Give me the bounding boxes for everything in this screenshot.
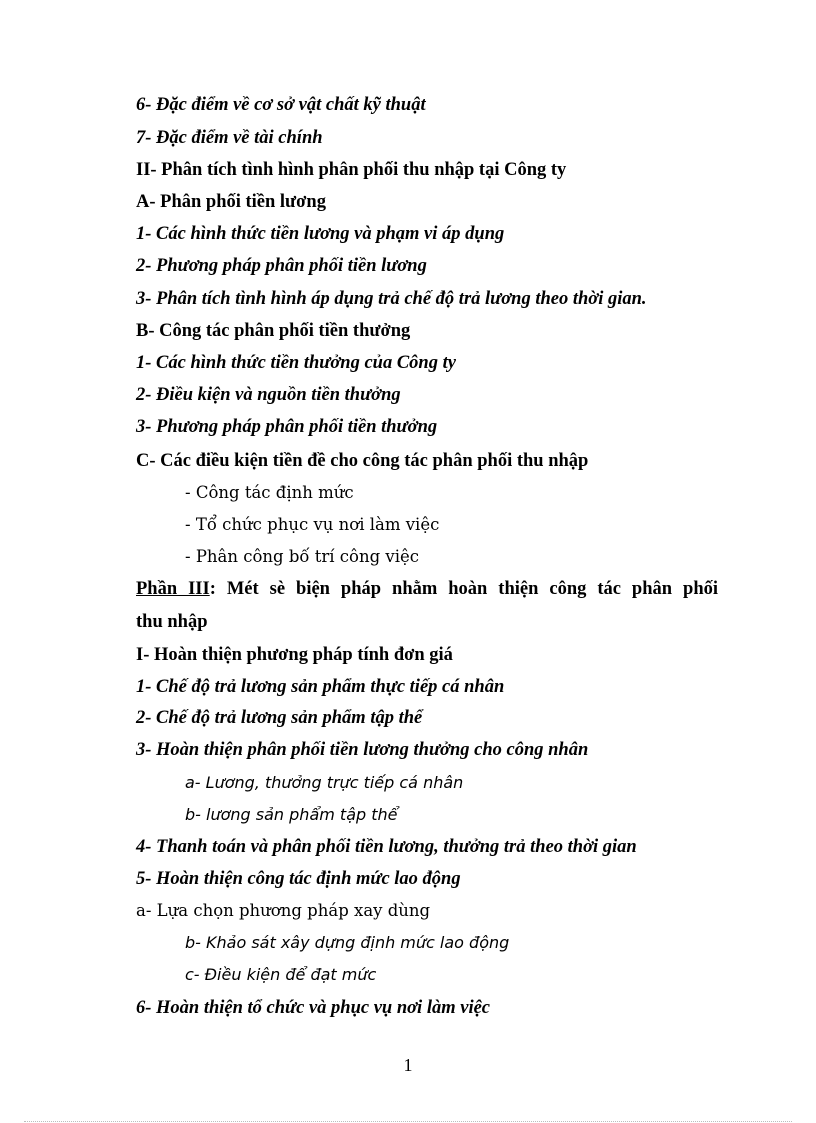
- toc-item-i1: 1- Chế độ trả lương sản phẩm thực tiếp cá nhân: [136, 677, 505, 697]
- sub-item-i5a: a- Lựa chọn phương pháp xay dùng: [136, 901, 431, 920]
- toc-item-a1: 1- Các hình thức tiền lương và phạm vi áp dụng: [136, 224, 505, 244]
- toc-item-7-finance: 7- Đặc điểm về tài chính: [136, 128, 323, 148]
- toc-item-b3: 3- Phương pháp phân phối tiền thưởng: [136, 417, 438, 437]
- bullet-item-assignment: - Phân công bố trí công việc: [185, 547, 420, 566]
- toc-item-i4: 4- Thanh toán và phân phối tiền lương, thưởng trả theo thời gian: [136, 837, 637, 857]
- toc-item-6-facilities: 6- Đặc điểm về cơ sở vật chất kỹ thuật: [136, 95, 426, 115]
- part-heading-iii-continued: thu nhập: [136, 612, 208, 632]
- page-bottom-divider: [24, 1121, 792, 1122]
- sub-item-i3b: b- lương sản phẩm tập thể: [185, 805, 398, 824]
- part-heading-iii: [136, 578, 718, 600]
- toc-item-i6: 6- Hoàn thiện tổ chức và phục vụ nơi làm việc: [136, 998, 491, 1018]
- toc-item-i3: 3- Hoàn thiện phân phối tiền lương thưởng cho công nhân: [136, 740, 589, 760]
- part-title: : Mét sè biện pháp nhằm hoàn thiện công tác phân phối: [209, 579, 718, 599]
- page-number: 1: [403, 1055, 413, 1075]
- subsection-heading-c: C- Các điều kiện tiền đề cho công tác phân phối thu nhập: [136, 451, 589, 471]
- part-label: Phần III: [136, 579, 210, 599]
- sub-item-i3a: a- Lương, thưởng trực tiếp cá nhân: [185, 773, 464, 792]
- toc-item-b2: 2- Điều kiện và nguồn tiền thưởng: [136, 385, 401, 405]
- sub-item-i5b: b- Khảo sát xây dựng định mức lao động: [185, 933, 510, 952]
- sub-item-i5c: c- Điều kiện để đạt mức: [185, 965, 377, 984]
- subsection-heading-a: A- Phân phối tiền lương: [136, 192, 326, 212]
- toc-item-a3: 3- Phân tích tình hình áp dụng trả chế độ trả lương theo thời gian.: [136, 289, 647, 309]
- toc-item-i5: 5- Hoàn thiện công tác định mức lao động: [136, 869, 461, 889]
- bullet-item-norms: - Công tác định mức: [185, 483, 354, 502]
- subsection-heading-b: B- Công tác phân phối tiền thưởng: [136, 321, 411, 341]
- toc-item-i2: 2- Chế độ trả lương sản phẩm tập thể: [136, 708, 423, 728]
- bullet-item-workplace: - Tổ chức phục vụ nơi làm việc: [185, 515, 440, 534]
- section-heading-i: I- Hoàn thiện phương pháp tính đơn giá: [136, 645, 453, 665]
- toc-item-a2: 2- Phương pháp phân phối tiền lương: [136, 256, 427, 276]
- section-heading-ii: II- Phân tích tình hình phân phối thu nhập tại Công ty: [136, 160, 567, 180]
- toc-item-b1: 1- Các hình thức tiền thưởng của Công ty: [136, 353, 456, 373]
